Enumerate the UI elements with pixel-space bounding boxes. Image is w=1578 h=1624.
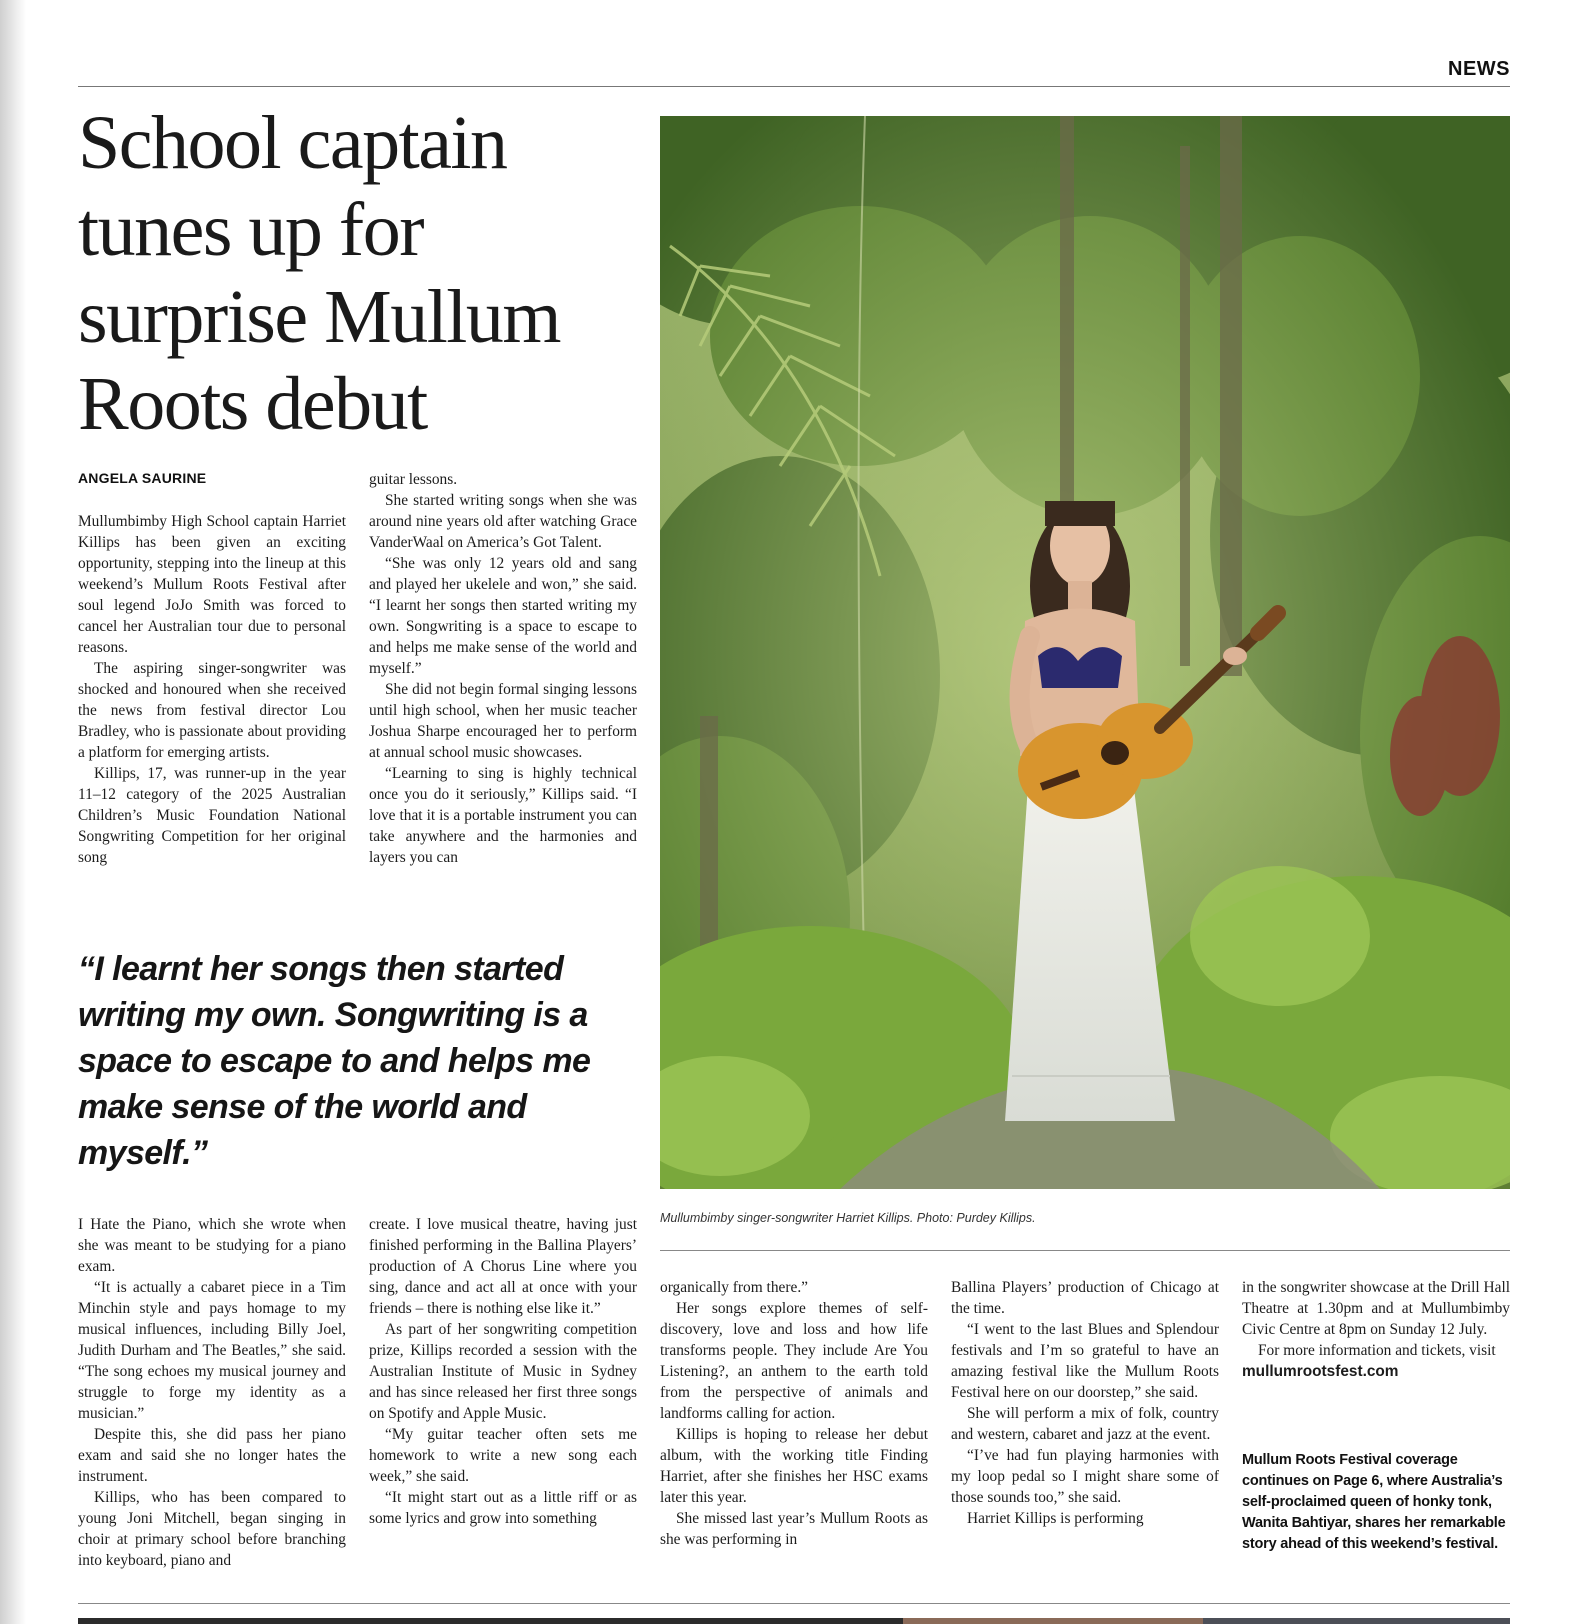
article-column-7 bbox=[1242, 1277, 1510, 1382]
pull-quote: “I learnt her songs then started writing my own. Songwriting is a space to escape to and helps me make sense of the world and myself.” bbox=[78, 950, 591, 1172]
paragraph: The aspiring singer-songwriter was shocked and honoured when she received the news from festival director Lou Bradley, who is passionate about providing a platform for emerging artists. bbox=[78, 660, 346, 761]
paragraph: Ballina Players’ production of Chicago at the time. bbox=[951, 1279, 1219, 1317]
paragraph: “She was only 12 years old and sang and played her ukelele and won,” she said. “I learnt her songs then started writing my own. Songwriting is a space to escape to and helps me make sense of the world and myself.” bbox=[369, 555, 637, 677]
article-column-4 bbox=[369, 1214, 637, 1529]
top-rule bbox=[78, 86, 1510, 87]
paragraph: “It is actually a cabaret piece in a Tim Minchin style and pays homage to my musical influences, including Billy Joel, Judith Durham and The Beatles,” she said. “The song echoes my musical journey and struggle to forge my identity as a musician.” bbox=[78, 1279, 346, 1422]
paragraph: She did not begin formal singing lessons until high school, when her music teacher Joshua Sharpe encouraged her to perform at annual school music showcases. bbox=[369, 681, 637, 761]
bottom-rule bbox=[78, 1603, 1510, 1604]
byline: ANGELA SAURINE bbox=[78, 470, 207, 486]
paragraph: “It might start out as a little riff or as some lyrics and grow into something bbox=[369, 1489, 637, 1527]
caption-rule bbox=[660, 1250, 1510, 1251]
paragraph: She started writing songs when she was around nine years old after watching Grace VanderWaal on America’s Got Talent. bbox=[369, 492, 637, 551]
paragraph: As part of her songwriting competition prize, Killips recorded a session with the Australian Institute of Music in Sydney and has since released her first three songs on Spotify and Apple Music. bbox=[369, 1321, 637, 1422]
paragraph: I Hate the Piano, which she wrote when she was meant to be studying for a piano exam. bbox=[78, 1216, 346, 1275]
article-photo bbox=[660, 116, 1510, 1189]
headline: School captain tunes up for surprise Mullum Roots debut bbox=[78, 101, 561, 446]
paragraph: create. I love musical theatre, having just finished performing in the Ballina Players’ production of A Chorus Line where you sing, dance and act all at once with your friends – there is nothing else like it.” bbox=[369, 1216, 637, 1317]
paragraph: Harriet Killips is performing bbox=[967, 1510, 1144, 1527]
article-column-1 bbox=[78, 511, 346, 868]
paragraph: Her songs explore themes of self-discovery, love and loss and how life transforms people. They include Are You Listening?, an anthem to the earth told from the perspective of animals and landforms calling for action. bbox=[660, 1300, 928, 1422]
article-column-2 bbox=[369, 469, 637, 868]
paragraph: She missed last year’s Mullum Roots as she was performing in bbox=[660, 1510, 928, 1548]
article-column-6 bbox=[951, 1277, 1219, 1529]
paragraph: guitar lessons. bbox=[369, 471, 458, 488]
paragraph: “My guitar teacher often sets me homework to write a new song each week,” she said. bbox=[369, 1426, 637, 1485]
paragraph: in the songwriter showcase at the Drill Hall Theatre at 1.30pm and at Mullumbimby Civic Centre at 8pm on Sunday 12 July. bbox=[1242, 1279, 1510, 1338]
rainforest-guitarist-illustration bbox=[660, 116, 1510, 1189]
article-column-3 bbox=[78, 1214, 346, 1571]
paragraph-text: For more information and tickets, visit bbox=[1258, 1342, 1496, 1359]
paragraph bbox=[1242, 1340, 1510, 1382]
section-label: NEWS bbox=[1448, 58, 1510, 80]
next-page-strip bbox=[78, 1618, 1510, 1624]
paragraph: Killips is hoping to release her debut album, with the working title Finding Harriet, after she finishes her HSC exams later this year. bbox=[660, 1426, 928, 1506]
continued-coverage-promo: Mullum Roots Festival coverage continues on Page 6, where Australia’s self-proclaimed queen of honky tonk, Wanita Bahtiyar, shares her remarkable story ahead of this weekend’s festival. bbox=[1242, 1452, 1506, 1552]
paragraph: Mullumbimby High School captain Harriet Killips has been given an exciting opportunity, stepping into the lineup at this weekend’s Mullum Roots Festival after soul legend JoJo Smith was forced to cancel her Australian tour due to personal reasons. bbox=[78, 513, 346, 656]
photo-caption: Mullumbimby singer-songwriter Harriet Killips. Photo: Purdey Killips. bbox=[660, 1211, 1036, 1225]
paragraph: organically from there.” bbox=[660, 1279, 808, 1296]
paragraph: Killips, who has been compared to young Joni Mitchell, began singing in choir at primary school before branching into keyboard, piano and bbox=[78, 1489, 346, 1569]
paragraph: “Learning to sing is highly technical once you do it seriously,” Killips said. “I love that it is a portable instrument you can take anywhere and the harmonies and layers you can bbox=[369, 765, 637, 866]
article-column-5 bbox=[660, 1277, 928, 1550]
paragraph: She will perform a mix of folk, country and western, cabaret and jazz at the event. bbox=[951, 1405, 1219, 1443]
paragraph: Killips, 17, was runner-up in the year 11–12 category of the 2025 Australian Children’s Music Foundation National Songwriting Competition for her original song bbox=[78, 765, 346, 866]
paragraph: Despite this, she did pass her piano exam and said she no longer hates the instrument. bbox=[78, 1426, 346, 1485]
paragraph: “I’ve had fun playing harmonies with my loop pedal so I might share some of those sounds too,” she said. bbox=[951, 1447, 1219, 1506]
page-binding-shadow bbox=[0, 0, 26, 1624]
paragraph: “I went to the last Blues and Splendour festivals and I’m so grateful to have an amazing festival like the Mullum Roots Festival here on our doorstep,” she said. bbox=[951, 1321, 1219, 1401]
festival-website-link[interactable]: mullumrootsfest.com bbox=[1242, 1363, 1399, 1380]
